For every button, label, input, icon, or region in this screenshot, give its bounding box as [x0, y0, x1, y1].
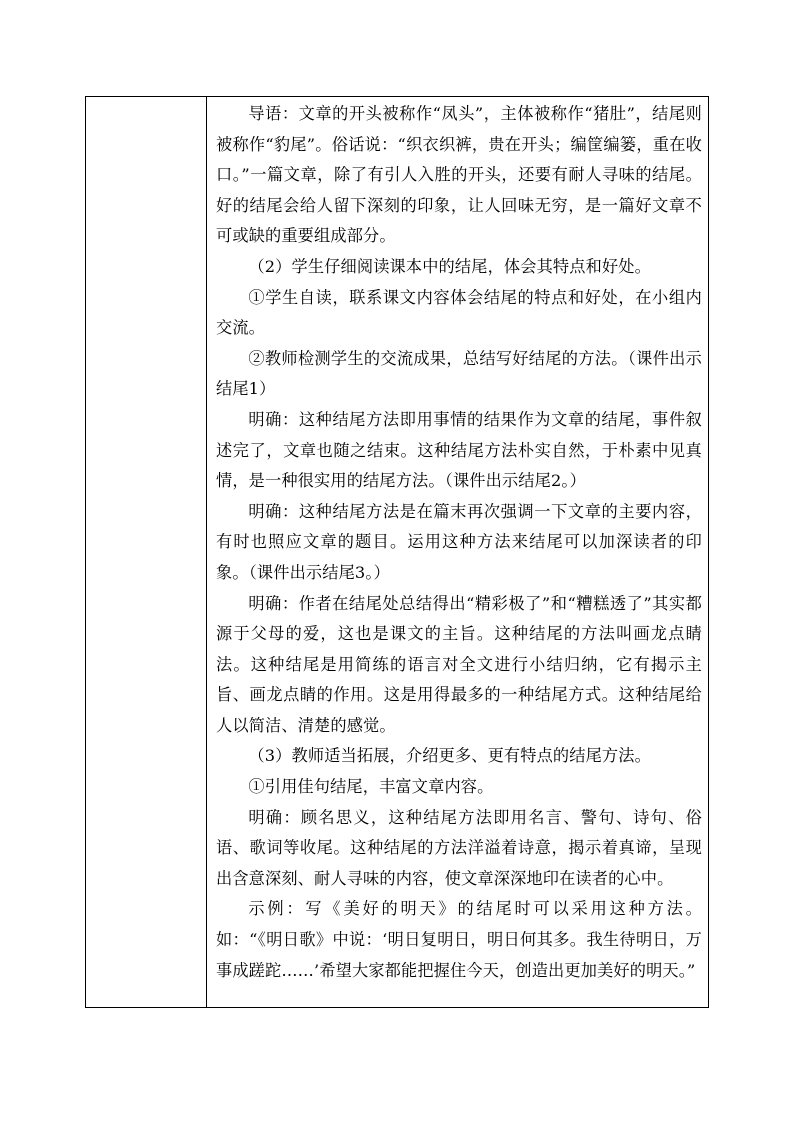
paragraph-clarify-3: 明确：作者在结尾处总结得出“精彩极了”和“糟糕透了”其实都源于父母的爱，这也是课文的主旨。这种结尾的方法叫画龙点睛法。这种结尾是用简练的语言对全文进行小结归纳，它有揭示主旨、画龙点睛的作用。这是用得最多的一种结尾方式。这种结尾给人以简洁、清楚的感觉。 [216, 593, 702, 735]
paragraph-step-2-1: ①学生自读，联系课文内容体会结尾的特点和好处，在小组内交流。 [216, 287, 702, 338]
lesson-table [85, 96, 709, 1008]
paragraph-introduction: 导语：文章的开头被称作“凤头”，主体被称作“猪肚”，结尾则被称作“豹尾”。俗话说：“织衣织裤，贵在开头；编筐编篓，重在收口。”一篇文章，除了有引人入胜的开头，还要有耐人寻味的结尾。好的结尾会给人留下深刻的印象，让人回味无穷，是一篇好文章不可或缺的重要组成部分。 [216, 104, 702, 246]
paragraph-step-3-1: ①引用佳句结尾，丰富文章内容。 [248, 777, 494, 797]
paragraph-clarify-4: 明确：顾名思义，这种结尾方法即用名言、警句、诗句、俗语、歌词等收尾。这种结尾的方法洋溢着诗意，揭示着真谛，呈现出含意深刻、耐人寻味的内容，使文章深深地印在读者的心中。 [216, 807, 702, 888]
paragraph-example: 示例：写《美好的明天》的结尾时可以采用这种方法。如：“《明日歌》中说：‘明日复明日，明日何其多。我生待明日，万事成蹉跎……’希望大家都能把握住今天，创造出更加美好的明天。” [216, 899, 702, 980]
paragraph-clarify-2: 明确：这种结尾方法是在篇末再次强调一下文章的主要内容，有时也照应文章的题目。运用这种方法来结尾可以加深读者的印象。（课件出示结尾3。） [216, 501, 702, 582]
table-content-cell [207, 97, 708, 1007]
paragraph-clarify-1: 明确：这种结尾方法即用事情的结果作为文章的结尾，事件叙述完了，文章也随之结束。这种结尾方法朴实自然，于朴素中见真情，是一种很实用的结尾方法。（课件出示结尾2。） [216, 409, 702, 491]
paragraph-step-2-2: ②教师检测学生的交流成果，总结写好结尾的方法。（课件出示结尾1） [216, 348, 702, 399]
table-left-cell [86, 97, 207, 1007]
paragraph-step-3: （3）教师适当拓展，介绍更多、更有特点的结尾方法。 [248, 746, 651, 766]
paragraph-step-2: （2）学生仔细阅读课本中的结尾，体会其特点和好处。 [248, 256, 651, 276]
